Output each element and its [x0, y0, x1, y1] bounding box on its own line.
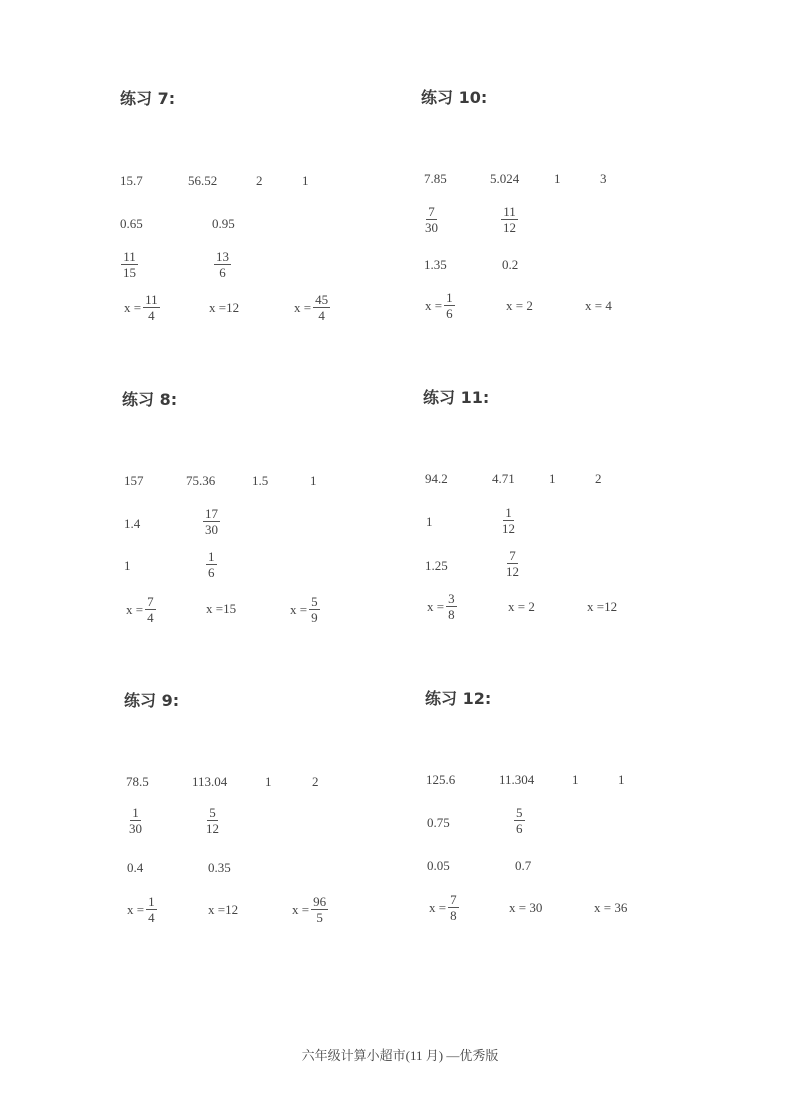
fraction-answer: $\frac{1}{30}$: [129, 805, 142, 836]
exercise-title: 练习 9:: [124, 691, 180, 710]
fraction-answer: $\frac{11}{15}$: [123, 249, 136, 280]
answer: 157: [124, 473, 144, 488]
equation-answer: x =12: [587, 599, 618, 614]
answer: 0.4: [127, 860, 144, 875]
equation-answer: x = $\frac{7}{8}$: [429, 892, 457, 923]
answer: 78.5: [126, 774, 149, 789]
equation-answer: x = $\frac{96}{5}$: [292, 894, 327, 925]
answer: 1: [572, 772, 579, 787]
answer: 5.024: [490, 171, 520, 186]
equation-answer: x = 2: [508, 599, 535, 614]
equation-answer: x = $\frac{3}{8}$: [427, 591, 455, 622]
answer: 1: [310, 473, 317, 488]
fraction-answer: $\frac{5}{6}$: [516, 805, 523, 836]
equation-answer: x = $\frac{7}{4}$: [126, 594, 154, 625]
exercise-title: 练习 10:: [421, 88, 488, 107]
exercise-title: 练习 11:: [423, 388, 490, 407]
answer: 56.52: [188, 173, 218, 188]
answer: 1: [265, 774, 272, 789]
answer: 0.95: [212, 216, 235, 231]
equation-answer: x = $\frac{5}{9}$: [290, 594, 318, 625]
equation-answer: x =15: [206, 601, 237, 616]
equation-answer: x = $\frac{45}{4}$: [294, 292, 329, 323]
answer: 0.35: [208, 860, 231, 875]
fraction-answer: $\frac{17}{30}$: [205, 506, 218, 537]
answer: 0.05: [427, 858, 450, 873]
exercise-title: 练习 8:: [122, 390, 178, 409]
fraction-answer: $\frac{7}{12}$: [506, 548, 519, 579]
answer: 0.2: [502, 257, 519, 272]
answer: 75.36: [186, 473, 216, 488]
equation-answer: x = $\frac{1}{4}$: [127, 894, 155, 925]
fraction-answer: $\frac{7}{30}$: [425, 204, 438, 235]
answer: 3: [600, 171, 607, 186]
equation-answer: x =12: [209, 300, 240, 315]
fraction-answer: $\frac{1}{6}$: [208, 549, 215, 580]
equation-answer: x = 2: [506, 298, 533, 313]
equation-answer: x = $\frac{1}{6}$: [425, 290, 453, 321]
equation-answer: x =12: [208, 902, 239, 917]
answer: 11.304: [499, 772, 535, 787]
answer: 7.85: [424, 171, 447, 186]
answer: 0.7: [515, 858, 532, 873]
equation-answer: x = $\frac{11}{4}$: [124, 292, 158, 323]
answer: 94.2: [425, 471, 448, 486]
answer: 1.4: [124, 516, 141, 531]
fraction-answer: $\frac{13}{6}$: [216, 249, 229, 280]
equation-answer: x = 30: [509, 900, 543, 915]
page-footer: 六年级计算小超市(11 月) —优秀版: [301, 1048, 499, 1063]
answer: 1: [426, 514, 433, 529]
answer: 1: [549, 471, 556, 486]
answer: 1: [124, 558, 131, 573]
answer: 1: [554, 171, 561, 186]
fraction-answer: $\frac{5}{12}$: [206, 805, 219, 836]
fraction-answer: $\frac{1}{12}$: [502, 505, 515, 536]
answer: 1.25: [425, 558, 448, 573]
equation-answer: x = 4: [585, 298, 612, 313]
answer: 1: [302, 173, 309, 188]
answer: 1.5: [252, 473, 269, 488]
answer: 1.35: [424, 257, 447, 272]
answer: 2: [595, 471, 602, 486]
answer: 113.04: [192, 774, 228, 789]
answer: 15.7: [120, 173, 143, 188]
answer: 1: [618, 772, 625, 787]
equation-answer: x = 36: [594, 900, 628, 915]
exercise-title: 练习 12:: [425, 689, 492, 708]
answer: 2: [312, 774, 319, 789]
fraction-answer: $\frac{11}{12}$: [503, 204, 516, 235]
exercise-title: 练习 7:: [120, 89, 176, 108]
answer: 2: [256, 173, 263, 188]
answer: 125.6: [426, 772, 456, 787]
answer: 0.75: [427, 815, 450, 830]
answer: 0.65: [120, 216, 143, 231]
answer: 4.71: [492, 471, 515, 486]
